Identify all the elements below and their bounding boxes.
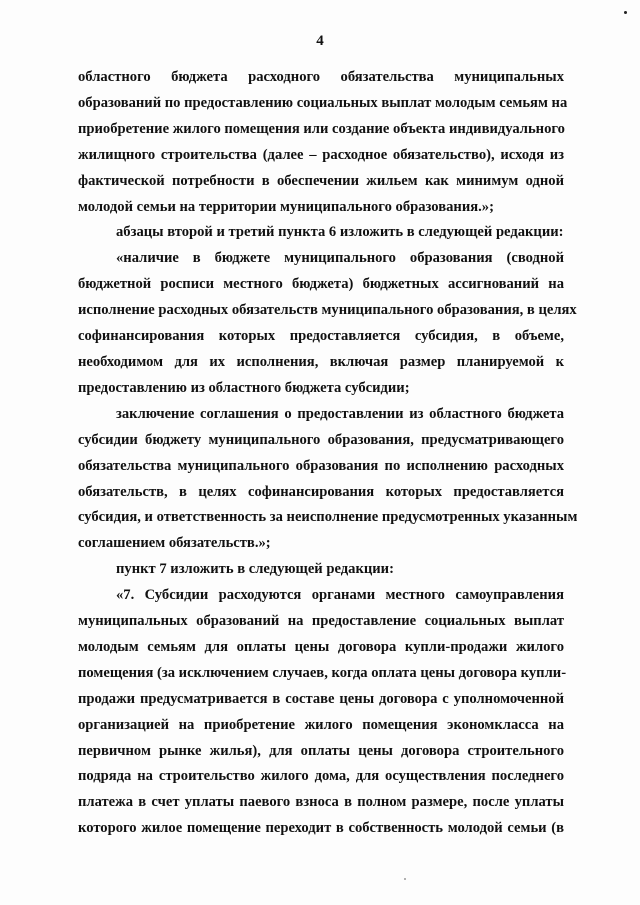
text-line: бюджетной росписи местного бюджета) бюджетных ассигнований на (78, 276, 564, 293)
text-line: обязательств, в целях софинансирования которых предоставляется (78, 483, 564, 500)
document-body (78, 65, 578, 842)
text-line: подряда на строительство жилого дома, для осуществления последнего (78, 768, 564, 785)
text-line: образований по предоставлению социальных выплат молодым семьям на (78, 94, 568, 111)
text-line: жилищного строительства (далее – расходное обязательство), исходя из (78, 146, 564, 163)
scan-speck (624, 11, 627, 14)
text-line: соглашением обязательств.»; (78, 535, 271, 552)
text-line: продажи предусматривается в составе цены договора с уполномоченной (78, 690, 564, 707)
text-line: муниципальных образований на предоставление социальных выплат (78, 613, 564, 630)
text-line: областного бюджета расходного обязательства муниципальных (78, 69, 564, 85)
text-line: софинансирования которых предоставляется субсидия, в объеме, (78, 328, 564, 345)
text-line: помещения (за исключением случаев, когда оплата цены договора купли- (78, 664, 567, 681)
text-line: молодым семьям для оплаты цены договора купли-продажи жилого (78, 638, 564, 655)
text-line: молодой семьи на территории муниципального образования.»; (78, 198, 494, 215)
text-line: исполнение расходных обязательств муниципального образования, в целях (78, 302, 577, 319)
text-line: первичном рынке жилья), для оплаты цены договора строительного (78, 742, 564, 759)
paragraph-first-line: заключение соглашения о предоставлении из областного бюджета (116, 405, 564, 422)
paragraph-first-line: «наличие в бюджете муниципального образования (сводной (116, 250, 564, 267)
paragraph-first-line: абзацы второй и третий пункта 6 изложить в следующей редакции: (116, 224, 564, 241)
text-line: обязательства муниципального образования по исполнению расходных (78, 457, 564, 474)
text-line: субсидия, и ответственность за неисполнение предусмотренных указанным (78, 509, 578, 526)
text-line: предоставлению из областного бюджета субсидии; (78, 379, 410, 396)
paragraph-first-line: «7. Субсидии расходуются органами местного самоуправления (116, 587, 564, 604)
text-line: организацией на приобретение жилого помещения экономкласса на (78, 716, 564, 733)
text-line: необходимом для их исполнения, включая размер планируемой к (78, 353, 564, 370)
scan-speck (404, 878, 406, 880)
paragraph-first-line: пункт 7 изложить в следующей редакции: (116, 561, 394, 578)
text-line: субсидии бюджету муниципального образования, предусматривающего (78, 431, 564, 448)
text-line: платежа в счет уплаты паевого взноса в полном размере, после уплаты (78, 794, 564, 811)
text-line: которого жилое помещение переходит в собственность молодой семьи (в (78, 820, 564, 837)
text-line: приобретение жилого помещения или создание объекта индивидуального (78, 120, 565, 137)
text-line: фактической потребности в обеспечении жильем как минимум одной (78, 172, 564, 189)
page-number: 4 (316, 33, 324, 49)
